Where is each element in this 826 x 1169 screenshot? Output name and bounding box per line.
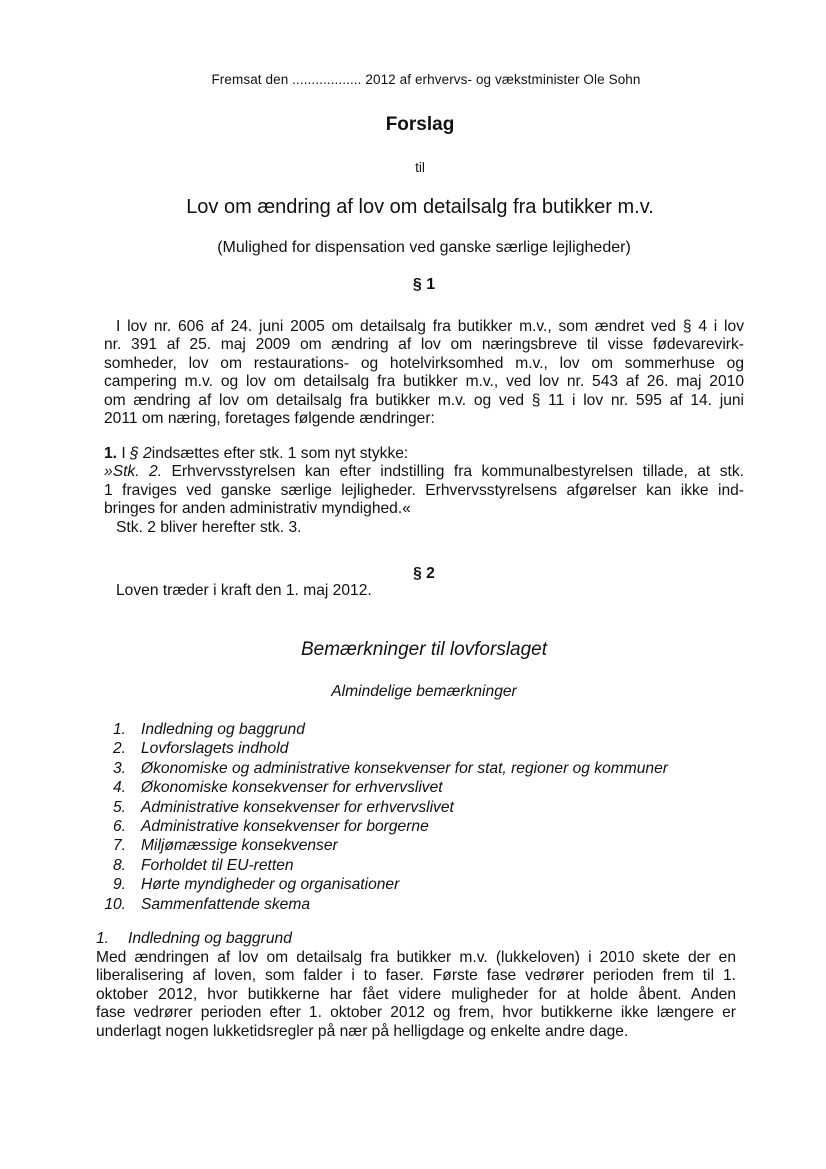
remarks-section-1-body bbox=[96, 949, 736, 1041]
remarks-section-number: 1. bbox=[96, 930, 110, 947]
item-prefix: I bbox=[121, 445, 126, 462]
toc-item bbox=[104, 759, 668, 778]
toc-number: 8. bbox=[112, 856, 126, 874]
stk2-line bbox=[104, 463, 744, 481]
remarks-toc bbox=[104, 720, 668, 914]
intro-line: campering m.v. og lov om detailsalg fra butikker m.v., ved lov nr. 543 af 26. maj 2010 bbox=[104, 373, 744, 391]
section-2-text: Loven træder i kraft den 1. maj 2012. bbox=[116, 582, 372, 599]
toc-number: 1. bbox=[112, 721, 126, 738]
toc-label: Forholdet til EU-retten bbox=[141, 856, 294, 874]
intro-line: 2011 om næring, foretages følgende ændringer: bbox=[104, 410, 435, 428]
toc-label: Økonomiske og administrative konsekvenser for stat, regioner og kommuner bbox=[141, 759, 668, 777]
quote-open: » bbox=[104, 463, 113, 481]
stk2-line: bringes for anden administrativ myndighed.« bbox=[104, 500, 411, 518]
body-line: underlagt nogen lukketidsregler på nær på helligdage og enkelte andre dage. bbox=[96, 1022, 629, 1040]
toc-item bbox=[104, 720, 668, 739]
toc-item bbox=[104, 739, 668, 758]
body-line: oktober 2012, hvor butikkerne har fået videre muligheder for at holde åbent. Anden bbox=[96, 985, 736, 1003]
body-line: Med ændringen af lov om detailsalg fra butikker m.v. (lukkeloven) i 2010 skete der en bbox=[96, 949, 736, 966]
intro-line: I lov nr. 606 af 24. juni 2005 om detailsalg fra butikker m.v., som ændret ved § 4 i lov bbox=[116, 318, 744, 335]
toc-item bbox=[104, 817, 668, 836]
presented-line: Fremsat den .................. 2012 af erhvervs- og vækstminister Ole Sohn bbox=[211, 72, 641, 87]
item-ref: § 2 bbox=[130, 445, 152, 462]
remarks-section-1-heading bbox=[96, 930, 292, 948]
toc-number: 10. bbox=[104, 895, 126, 913]
amendment-item-1-lead bbox=[104, 445, 744, 463]
stk-label: Stk. 2. bbox=[112, 463, 163, 481]
toc-number: 6. bbox=[112, 818, 126, 836]
toc-label: Lovforslagets indhold bbox=[141, 740, 289, 758]
amendment-item-1 bbox=[104, 445, 744, 537]
toc-item bbox=[104, 856, 668, 875]
section-1-intro bbox=[104, 318, 744, 428]
toc-label: Økonomiske konsekvenser for erhvervslivet bbox=[141, 779, 443, 797]
stk2-line: 1 fraviges ved ganske særlige lejligheder. Erhvervsstyrelsens afgørelser kan ikke ind- bbox=[104, 481, 744, 499]
toc-label: Sammenfattende skema bbox=[141, 895, 311, 913]
toc-item bbox=[104, 798, 668, 817]
toc-item bbox=[104, 875, 668, 894]
toc-number: 2. bbox=[112, 740, 126, 758]
body-line: fase vedrører perioden efter 1. oktober 2012 og frem, hvor butikkerne ikke længere er bbox=[96, 1004, 736, 1022]
toc-item bbox=[104, 778, 668, 797]
toc-number: 7. bbox=[112, 837, 126, 855]
renumber-line: Stk. 2 bliver herefter stk. 3. bbox=[116, 518, 302, 536]
law-title: Lov om ændring af lov om detailsalg fra butikker m.v. bbox=[186, 196, 654, 218]
remarks-section-title: Indledning og baggrund bbox=[128, 930, 292, 947]
section-2-heading: § 2 bbox=[413, 565, 435, 582]
law-subtitle: (Mulighed for dispensation ved ganske særlige lejligheder) bbox=[217, 239, 631, 256]
general-remarks-heading: Almindelige bemærkninger bbox=[331, 683, 517, 700]
toc-item bbox=[104, 836, 668, 855]
toc-label: Miljømæssige konsekvenser bbox=[141, 837, 338, 855]
toc-number: 9. bbox=[112, 876, 126, 894]
toc-number: 5. bbox=[112, 798, 126, 816]
intro-line: somheder, lov om restaurations- og hotelvirksomhed m.v., lov om sommerhuse og bbox=[104, 354, 744, 372]
remarks-heading: Bemærkninger til lovforslaget bbox=[300, 639, 548, 660]
toc-label: Indledning og baggrund bbox=[141, 721, 305, 738]
intro-line: om ændring af lov om detailsalg fra butikker m.v. og ved § 11 i lov nr. 595 af 14. juni bbox=[104, 391, 744, 409]
intro-line: nr. 391 af 25. maj 2009 om ændring af lov om næringsbreve til visse fødevarevirk- bbox=[104, 336, 744, 354]
item-rest: indsættes efter stk. 1 som nyt stykke: bbox=[151, 445, 409, 462]
stk2-text: Erhvervsstyrelsen kan efter indstilling fra kommunalbestyrelsen tillade, at stk. bbox=[171, 463, 744, 481]
toc-number: 4. bbox=[112, 779, 126, 797]
toc-label: Hørte myndigheder og organisationer bbox=[141, 876, 400, 894]
toc-label: Administrative konsekvenser for borgerne bbox=[141, 818, 429, 836]
title-connector: til bbox=[415, 160, 425, 175]
toc-item bbox=[104, 895, 668, 914]
toc-label: Administrative konsekvenser for erhvervslivet bbox=[141, 798, 454, 816]
item-number: 1. bbox=[104, 445, 118, 462]
body-line: liberalisering af loven, som falder i to faser. Første fase vedrører perioden frem til 1. bbox=[96, 967, 736, 985]
section-1-heading: § 1 bbox=[412, 276, 436, 293]
document-title: Forslag bbox=[385, 114, 455, 135]
toc-number: 3. bbox=[112, 759, 126, 777]
